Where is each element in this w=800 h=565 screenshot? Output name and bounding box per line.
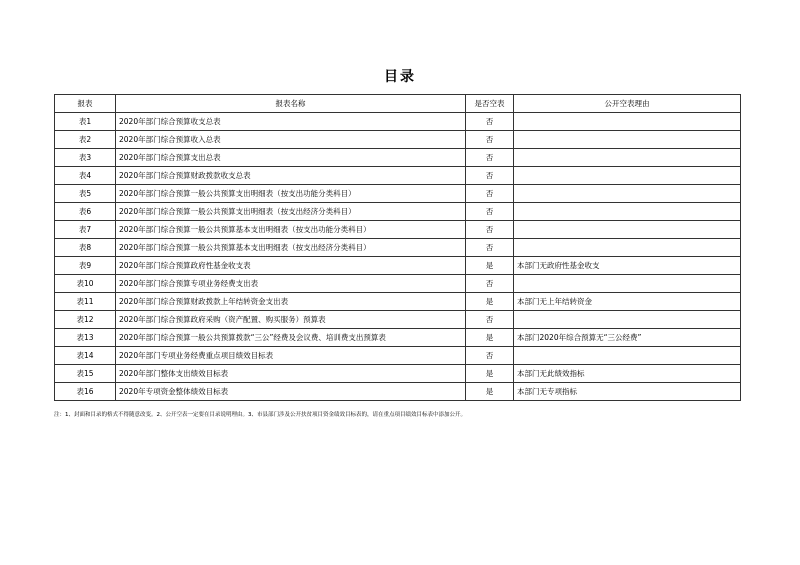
- table-name-cell: 2020年部门综合预算政府性基金收支表: [116, 257, 466, 275]
- is-empty-cell: 是: [466, 383, 514, 401]
- table-row: [55, 185, 741, 203]
- table-no-cell: 表5: [55, 185, 116, 203]
- empty-reason-cell: [514, 149, 741, 167]
- is-empty-cell: 否: [466, 311, 514, 329]
- empty-reason-cell: [514, 167, 741, 185]
- page-title: 目录: [384, 69, 416, 85]
- table-no-cell: 表11: [55, 293, 116, 311]
- is-empty-cell: 否: [466, 239, 514, 257]
- table-name-cell: 2020年部门综合预算专项业务经费支出表: [116, 275, 466, 293]
- table-name-cell: 2020年专项资金整体绩效目标表: [116, 383, 466, 401]
- empty-reason-cell: 本部门无专项指标: [514, 383, 741, 401]
- header-empty-reason: 公开空表理由: [514, 95, 741, 113]
- empty-reason-cell: 本部门2020年综合预算无“三公经费”: [514, 329, 741, 347]
- table-no-cell: 表9: [55, 257, 116, 275]
- is-empty-cell: 否: [466, 149, 514, 167]
- table-row: [55, 113, 741, 131]
- table-row: [55, 221, 741, 239]
- table-no-cell: 表12: [55, 311, 116, 329]
- header-table-name: 报表名称: [116, 95, 466, 113]
- table-name-cell: 2020年部门综合预算财政拨款收支总表: [116, 167, 466, 185]
- table-name-cell: 2020年部门综合预算收入总表: [116, 131, 466, 149]
- empty-reason-cell: [514, 239, 741, 257]
- table-name-cell: 2020年部门综合预算一般公共预算支出明细表（按支出功能分类科目）: [116, 185, 466, 203]
- empty-reason-cell: [514, 185, 741, 203]
- empty-reason-cell: [514, 203, 741, 221]
- is-empty-cell: 否: [466, 185, 514, 203]
- table-header-row: [55, 95, 741, 113]
- table-row: [55, 329, 741, 347]
- table-no-cell: 表1: [55, 113, 116, 131]
- empty-reason-cell: [514, 275, 741, 293]
- table-no-cell: 表14: [55, 347, 116, 365]
- table-name-cell: 2020年部门综合预算一般公共预算支出明细表（按支出经济分类科目）: [116, 203, 466, 221]
- is-empty-cell: 否: [466, 167, 514, 185]
- table-row: [55, 293, 741, 311]
- table-name-cell: 2020年部门综合预算收支总表: [116, 113, 466, 131]
- empty-reason-cell: [514, 221, 741, 239]
- table-row: [55, 203, 741, 221]
- table-row: [55, 347, 741, 365]
- table-no-cell: 表4: [55, 167, 116, 185]
- empty-reason-cell: [514, 131, 741, 149]
- table-row: [55, 239, 741, 257]
- empty-reason-cell: [514, 113, 741, 131]
- table-row: [55, 257, 741, 275]
- table-row: [55, 149, 741, 167]
- is-empty-cell: 是: [466, 257, 514, 275]
- table-row: [55, 383, 741, 401]
- empty-reason-cell: 本部门无上年结转资金: [514, 293, 741, 311]
- table-name-cell: 2020年部门综合预算一般公共预算基本支出明细表（按支出经济分类科目）: [116, 239, 466, 257]
- table-row: [55, 167, 741, 185]
- is-empty-cell: 是: [466, 365, 514, 383]
- empty-reason-cell: 本部门无此绩效指标: [514, 365, 741, 383]
- table-name-cell: 2020年部门综合预算财政拨款上年结转资金支出表: [116, 293, 466, 311]
- table-name-cell: 2020年部门综合预算一般公共预算拨款“三公”经费及会议费、培训费支出预算表: [116, 329, 466, 347]
- table-no-cell: 表2: [55, 131, 116, 149]
- table-no-cell: 表8: [55, 239, 116, 257]
- empty-reason-cell: 本部门无政府性基金收支: [514, 257, 741, 275]
- table-no-cell: 表6: [55, 203, 116, 221]
- is-empty-cell: 是: [466, 293, 514, 311]
- catalog-table: [54, 94, 741, 401]
- table-no-cell: 表10: [55, 275, 116, 293]
- table-no-cell: 表13: [55, 329, 116, 347]
- table-no-cell: 表3: [55, 149, 116, 167]
- table-row: [55, 365, 741, 383]
- table-name-cell: 2020年部门综合预算支出总表: [116, 149, 466, 167]
- header-table-no: 报表: [55, 95, 116, 113]
- table-row: [55, 131, 741, 149]
- table-name-cell: 2020年部门专项业务经费重点项目绩效目标表: [116, 347, 466, 365]
- table-name-cell: 2020年部门综合预算政府采购（资产配置、购买服务）预算表: [116, 311, 466, 329]
- table-row: [55, 275, 741, 293]
- is-empty-cell: 否: [466, 113, 514, 131]
- is-empty-cell: 否: [466, 131, 514, 149]
- empty-reason-cell: [514, 311, 741, 329]
- is-empty-cell: 否: [466, 275, 514, 293]
- is-empty-cell: 是: [466, 329, 514, 347]
- table-no-cell: 表7: [55, 221, 116, 239]
- table-name-cell: 2020年部门综合预算一般公共预算基本支出明细表（按支出功能分类科目）: [116, 221, 466, 239]
- header-is-empty: 是否空表: [466, 95, 514, 113]
- table-no-cell: 表16: [55, 383, 116, 401]
- table-row: [55, 311, 741, 329]
- table-no-cell: 表15: [55, 365, 116, 383]
- empty-reason-cell: [514, 347, 741, 365]
- table-name-cell: 2020年部门整体支出绩效目标表: [116, 365, 466, 383]
- is-empty-cell: 否: [466, 221, 514, 239]
- is-empty-cell: 否: [466, 347, 514, 365]
- is-empty-cell: 否: [466, 203, 514, 221]
- footnote: 注：1、封面和目录的格式不得随意改变。2、公开空表一定要在目录说明理由。3、市县部门涉及公开扶贫项目资金绩效目标表的，请在重点项目绩效目标表中添加公开。: [54, 412, 467, 418]
